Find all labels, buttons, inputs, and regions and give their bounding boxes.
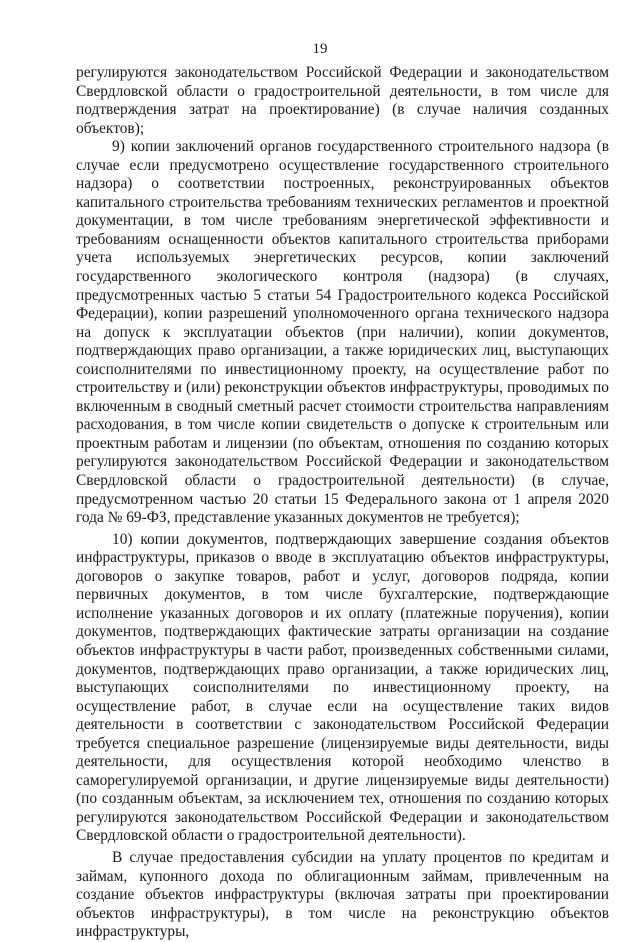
page-number: 19	[312, 41, 328, 57]
document-body	[76, 64, 609, 942]
paragraph-item-9: 9) копии заключений органов государственного строительного надзора (в случае если предусмотрено осуществление государственного строительного надзора) о соответствии построенных, реконструированных объектов капитального строительства требованиям технических регламентов и проектной документации, в том числе требованиям энергетической эффективности и требованиям оснащенности объектов капитального строительства приборами учета используемых энергетических ресурсов, копии заключений государственного экологического контроля (надзора) (в случаях, предусмотренных частью 5 статьи 54 Градостроительного кодекса Российской Федерации), копии разрешений уполномоченного органа технического надзора на допуск к эксплуатации объектов (при наличии), копии документов, подтверждающих право организации, а также юридических лиц, выступающих соисполнителями по инвестиционному проекту, на осуществление работ по строительству и (или) реконструкции объектов инфраструктуры, проводимых по включенным в сводный сметный расчет стоимости строительства направлениям расходования, в том числе копии свидетельств о допуске к строительным или проектным работам и лицензии (по объектам, отношения по созданию которых регулируются законодательством Российской Федерации и законодательством Свердловской области о градостроительной деятельности) (в случае, предусмотренном частью 20 статьи 15 Федерального закона от 1 апреля 2020 года № 69-ФЗ, представление указанных документов не требуется);	[76, 138, 609, 527]
paragraph-subsidy-interest: В случае предоставления субсидии на уплату процентов по кредитам и займам, купонного дохода по облигационным займам, привлеченным на создание объектов инфраструктуры (включая затраты при проектировании объектов инфраструктуры), в том числе на реконструкцию объектов инфраструктуры,	[76, 848, 609, 941]
paragraph-continuation: регулируются законодательством Российской Федерации и законодательством Свердловской области о градостроительной деятельности, в том числе для подтверждения затрат на проектирование) (в случае наличия созданных объектов);	[76, 64, 609, 137]
paragraph-item-10: 10) копии документов, подтверждающих завершение создания объектов инфраструктуры, приказов о вводе в эксплуатацию объектов инфраструктуры, договоров о закупке товаров, работ и услуг, договоров подряда, копии первичных документов, в том числе бухгалтерские, подтверждающие исполнение указанных договоров и их оплату (платежные поручения), копии документов, подтверждающих фактические затраты организации на создание объектов инфраструктуры в части работ, произведенных собственными силами, документов, подтверждающих право организации, а также юридических лиц, выступающих соисполнителями по инвестиционному проекту, на осуществление работ, в случае если на осуществление таких видов деятельности в соответствии с законодательством Российской Федерации требуется специальное разрешение (лицензируемые виды деятельности, виды деятельности, для осуществления которой необходимо членство в саморегулируемой организации, и другие лицензируемые виды деятельности) (по созданным объектам, за исключением тех, отношения по созданию которых регулируются законодательством Российской Федерации и законодательством Свердловской области о градостроительной деятельности).	[76, 530, 609, 845]
